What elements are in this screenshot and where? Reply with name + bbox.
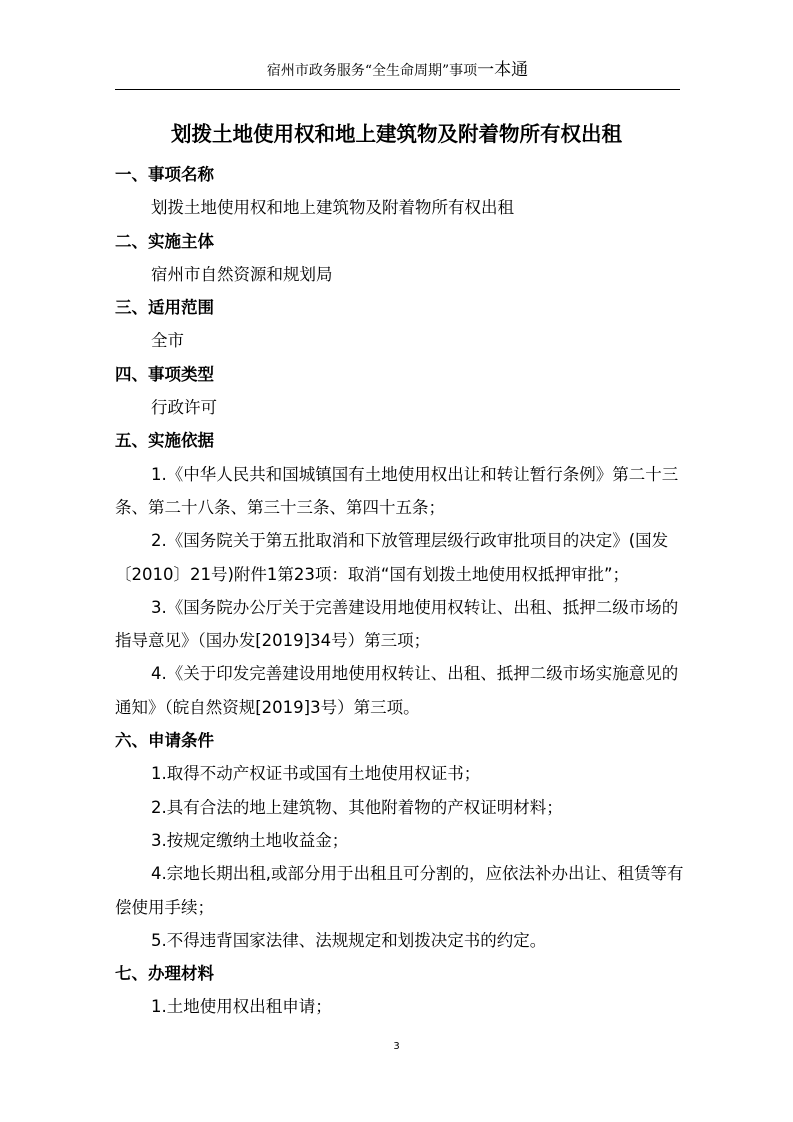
paragraph: 2.《国务院关于第五批取消和下放管理层级行政审批项目的决定》(国发〔2010〕21号)附件1第23项：取消“国有划拨土地使用权抵押审批”； — [115, 531, 669, 584]
document-body — [115, 158, 687, 1024]
paragraph: 宿州市自然资源和规划局 — [151, 264, 333, 284]
paragraph: 3.按规定缴纳土地收益金； — [151, 830, 349, 850]
running-header — [115, 58, 680, 90]
page-number: 3 — [393, 1041, 400, 1052]
section-heading: 四、事项类型 — [115, 364, 214, 384]
section-heading: 二、实施主体 — [115, 231, 214, 251]
paragraph: 5.不得违背国家法律、法规规定和划拨决定书的约定。 — [151, 930, 547, 950]
paragraph: 1.《中华人民共和国城镇国有土地使用权出让和转让暂行条例》第二十三条、第二十八条、第三十三条、第四十五条； — [115, 464, 679, 517]
paragraph: 4.《关于印发完善建设用地使用权转让、出租、抵押二级市场实施意见的通知》（皖自然资规[2019]3号）第三项。 — [115, 664, 679, 717]
section-heading: 六、申请条件 — [115, 731, 214, 751]
section-heading: 三、适用范围 — [115, 298, 214, 318]
running-header-emphasis: 一本通 — [477, 60, 529, 80]
running-header-text: 宿州市政务服务“全生命周期”事项 — [266, 63, 478, 79]
paragraph: 全市 — [151, 331, 184, 351]
paragraph: 1.取得不动产权证书或国有土地使用权证书； — [151, 764, 481, 784]
section-heading: 七、办理材料 — [115, 964, 214, 984]
paragraph: 4.宗地长期出租,或部分用于出租且可分割的，应依法补办出让、租赁等有偿使用手续； — [115, 864, 684, 917]
document-title: 划拨土地使用权和地上建筑物及附着物所有权出租 — [171, 122, 622, 146]
paragraph: 行政许可 — [151, 398, 217, 418]
paragraph: 1.土地使用权出租申请； — [151, 997, 332, 1017]
section-heading: 一、事项名称 — [115, 165, 214, 184]
paragraph: 2.具有合法的地上建筑物、其他附着物的产权证明材料； — [151, 797, 563, 817]
section-heading: 五、实施依据 — [115, 431, 214, 451]
paragraph: 3.《国务院办公厅关于完善建设用地使用权转让、出租、抵押二级市场的指导意见》（国办发[2019]34号）第三项； — [115, 597, 679, 651]
paragraph: 划拨土地使用权和地上建筑物及附着物所有权出租 — [151, 198, 514, 218]
